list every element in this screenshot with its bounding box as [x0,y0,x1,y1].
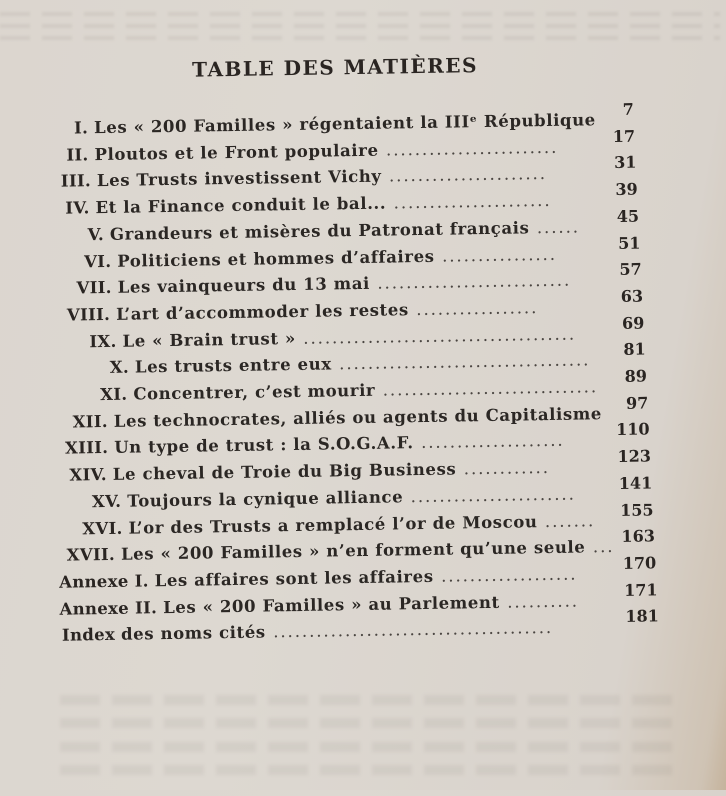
page-number: 171 [607,580,657,600]
page-number: 81 [596,340,646,360]
dot-leader: ...................... [394,195,587,212]
dot-leader: ................................... [340,355,600,373]
page-number: 39 [588,180,638,200]
page-number: 63 [593,286,643,306]
dot-leader: .................... [422,435,602,452]
page-number: 123 [601,447,651,467]
chapter-number: VI. [84,251,111,270]
chapter-number: XVI. [82,518,123,538]
chapter-title: Grandeurs et misères du Patronat français [110,218,530,244]
page-number: 141 [602,473,652,493]
chapter-number: XI. [100,385,127,404]
table-of-contents [0,104,716,115]
page-number: 89 [597,366,647,386]
chapter-number: Annexe II. [59,598,157,619]
page-number: 31 [586,153,636,173]
dot-leader: ............ [464,461,601,477]
chapter-title: Les technocrates, alliés ou agents du Capitalisme [114,404,602,431]
dot-leader: ........................ [386,141,586,158]
dot-leader: ....... [545,515,604,530]
chapter-title: Concentrer, c’est mourir [133,381,375,404]
chapter-title: Le cheval de Troie du Big Business [113,460,457,484]
dot-leader: ....................................... [274,621,614,640]
page-number: 51 [590,233,640,253]
chapter-number: VIII. [67,305,110,325]
page-number: 7 [584,100,634,120]
page-number: 163 [605,527,655,547]
page-number: 110 [599,420,649,440]
page-number: 69 [594,313,644,333]
chapter-title: Les « 200 Familles » au Parlement [163,592,500,616]
chapter-title: Toujours la cynique alliance [127,487,403,510]
dot-leader: ... [593,541,615,555]
chapter-number: I. [74,118,88,137]
chapter-number: XII. [72,412,107,432]
chapter-number: III. [61,172,91,191]
dot-leader: .......... [508,595,610,611]
chapter-title: des noms cités [121,623,266,644]
chapter-title: Les « 200 Familles » n’en forment qu’une seule [121,538,586,564]
chapter-title: Ploutos et le Front populaire [94,140,378,163]
dot-leader: ....................... [411,488,604,505]
chapter-number: VII. [76,278,111,298]
page-number: 155 [603,500,653,520]
page-number: 45 [589,206,639,226]
chapter-number: X. [110,358,129,377]
chapter-title: Les vainqueurs du 13 mai [118,274,371,297]
dot-leader: ................... [442,568,610,585]
chapter-number: IV. [65,198,90,217]
chapter-number: XV. [92,492,122,511]
chapter-title: Politiciens et hommes d’affaires [117,246,435,270]
chapter-title: L’art d’accommoder les restes [116,300,409,324]
chapter-number: V. [88,225,105,244]
dot-leader: ...................................... [304,328,598,347]
chapter-title: Les Trusts investissent Vichy [97,167,382,190]
chapter-title: Et la Finance conduit le bal... [95,194,386,218]
page-number: 170 [606,553,656,573]
chapter-title: Le « Brain trust » [122,329,296,351]
chapter-number: Annexe I. [59,571,149,591]
chapter-number: Index [62,625,115,645]
chapter-title: Les « 200 Familles » régentaient la IIIᵉ République [94,110,596,137]
page-number: 17 [585,126,635,146]
chapter-number: XVII. [67,545,116,565]
chapter-number: XIV. [69,465,107,485]
dot-leader: ................ [443,248,589,264]
chapter-title: Un type de trust : la S.O.G.A.F. [114,434,414,458]
chapter-title: L’or des Trusts a remplacé l’or de Moscou [128,512,537,537]
chapter-number: XIII. [65,438,108,458]
page-number: 97 [598,393,648,413]
dot-leader: ................. [417,301,593,318]
page-number: 57 [592,260,642,280]
page-number: 181 [609,607,659,627]
dot-leader: ...................... [389,168,586,185]
page-title: TABLE DES MATIÈRES [185,53,485,82]
chapter-title: Les trusts entre eux [135,355,332,377]
dot-leader: .............................. [383,381,600,398]
chapter-title: Les affaires sont les affaires [155,567,434,590]
chapter-number: IX. [89,331,116,350]
chapter-number: II. [66,145,88,164]
dot-leader: ........................... [378,275,589,292]
dot-leader: ...... [537,221,587,236]
